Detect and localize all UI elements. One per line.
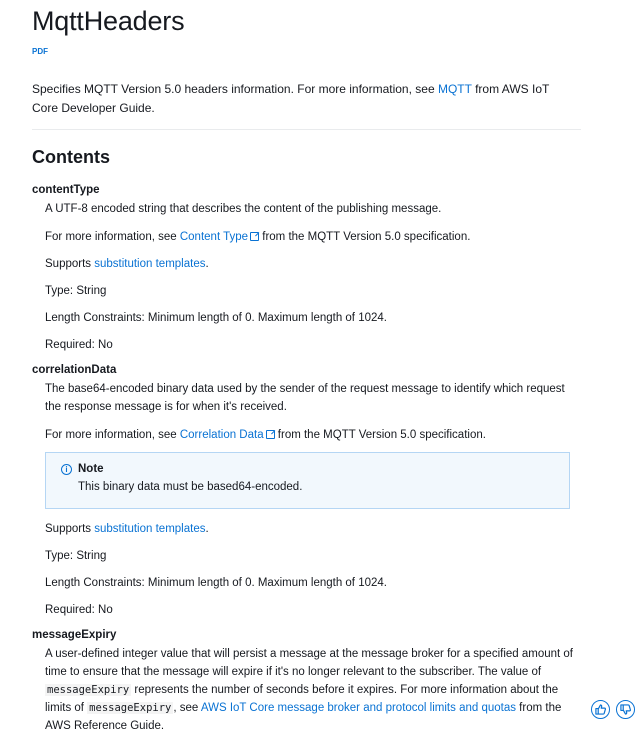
content-type-more-info	[45, 228, 470, 246]
content-type-type: Type: String	[45, 285, 107, 297]
substitution-templates-link[interactable]: substitution templates	[94, 523, 206, 535]
intro-text: Specifies MQTT Version 5.0 headers information. For more information, see	[32, 82, 438, 96]
mqtt-link[interactable]: MQTT	[437, 82, 472, 96]
correlation-data-supports	[45, 520, 209, 538]
link-text: Content Type	[179, 231, 249, 243]
content-type-description: A UTF-8 encoded string that describes the content of the publishing message.	[45, 203, 442, 215]
info-icon: i	[61, 464, 72, 475]
message-expiry-description	[45, 645, 580, 735]
text: Supports	[45, 258, 95, 270]
divider	[32, 129, 581, 130]
thumbs-up-icon	[595, 704, 606, 715]
content-type-length: Length Constraints: Minimum length of 0. Maximum length of 1024.	[45, 312, 387, 324]
correlation-data-length: Length Constraints: Minimum length of 0. Maximum length of 1024.	[45, 577, 387, 589]
correlation-data-required: Required: No	[45, 604, 113, 616]
contents-heading: Contents	[32, 147, 110, 167]
content-type-spec-link[interactable]	[180, 231, 259, 243]
note-title: Note	[78, 463, 104, 475]
text: .	[205, 523, 209, 535]
text: from the MQTT Version 5.0 specification.	[274, 429, 486, 441]
link-text: Correlation Data	[179, 429, 264, 441]
limits-quotas-link[interactable]: AWS IoT Core message broker and protocol limits and quotas	[200, 702, 516, 714]
correlation-data-type: Type: String	[45, 550, 107, 562]
text: For more information, see	[45, 231, 180, 243]
correlation-data-spec-link[interactable]	[180, 429, 275, 441]
text: from the MQTT Version 5.0 specification.	[259, 231, 471, 243]
substitution-templates-link[interactable]: substitution templates	[94, 258, 206, 270]
intro-text-after: from AWS IoT Core Developer Guide.	[32, 82, 550, 115]
note-box	[45, 452, 570, 509]
inline-code: messageExpiry	[47, 684, 130, 696]
thumbs-up-button[interactable]	[591, 700, 610, 719]
term-message-expiry: messageExpiry	[32, 629, 117, 641]
note-text: This binary data must be based64-encoded.	[78, 481, 303, 493]
external-link-icon	[266, 430, 275, 439]
pdf-link[interactable]: PDF	[32, 47, 48, 56]
correlation-data-more-info	[45, 426, 486, 444]
content-type-supports	[45, 255, 209, 273]
text: For more information, see	[45, 429, 180, 441]
text: .	[205, 258, 209, 270]
thumbs-down-button[interactable]	[616, 700, 635, 719]
page-title: MqttHeaders	[32, 6, 185, 36]
text: Supports	[45, 523, 95, 535]
text: A user-defined integer value that will persist a message at the message broker for a specified amount of time to ensure that the message will expire if it's no longer relevant to the subscriber. The value of	[45, 648, 574, 678]
inline-code: messageExpiry	[89, 702, 172, 714]
text: , see	[173, 702, 201, 714]
content-type-required: Required: No	[45, 339, 113, 351]
text: represents the number of seconds before it expires. For more information about the limits of	[45, 684, 559, 714]
thumbs-down-icon	[620, 704, 631, 715]
external-link-icon	[250, 232, 259, 241]
term-correlation-data: correlationData	[32, 364, 117, 376]
term-content-type: contentType	[32, 184, 100, 196]
text: from the AWS Reference Guide.	[45, 702, 562, 732]
intro-paragraph	[32, 80, 552, 118]
correlation-data-description: The base64-encoded binary data used by the sender of the request message to identify which request the response message is for when it's received.	[45, 383, 565, 413]
